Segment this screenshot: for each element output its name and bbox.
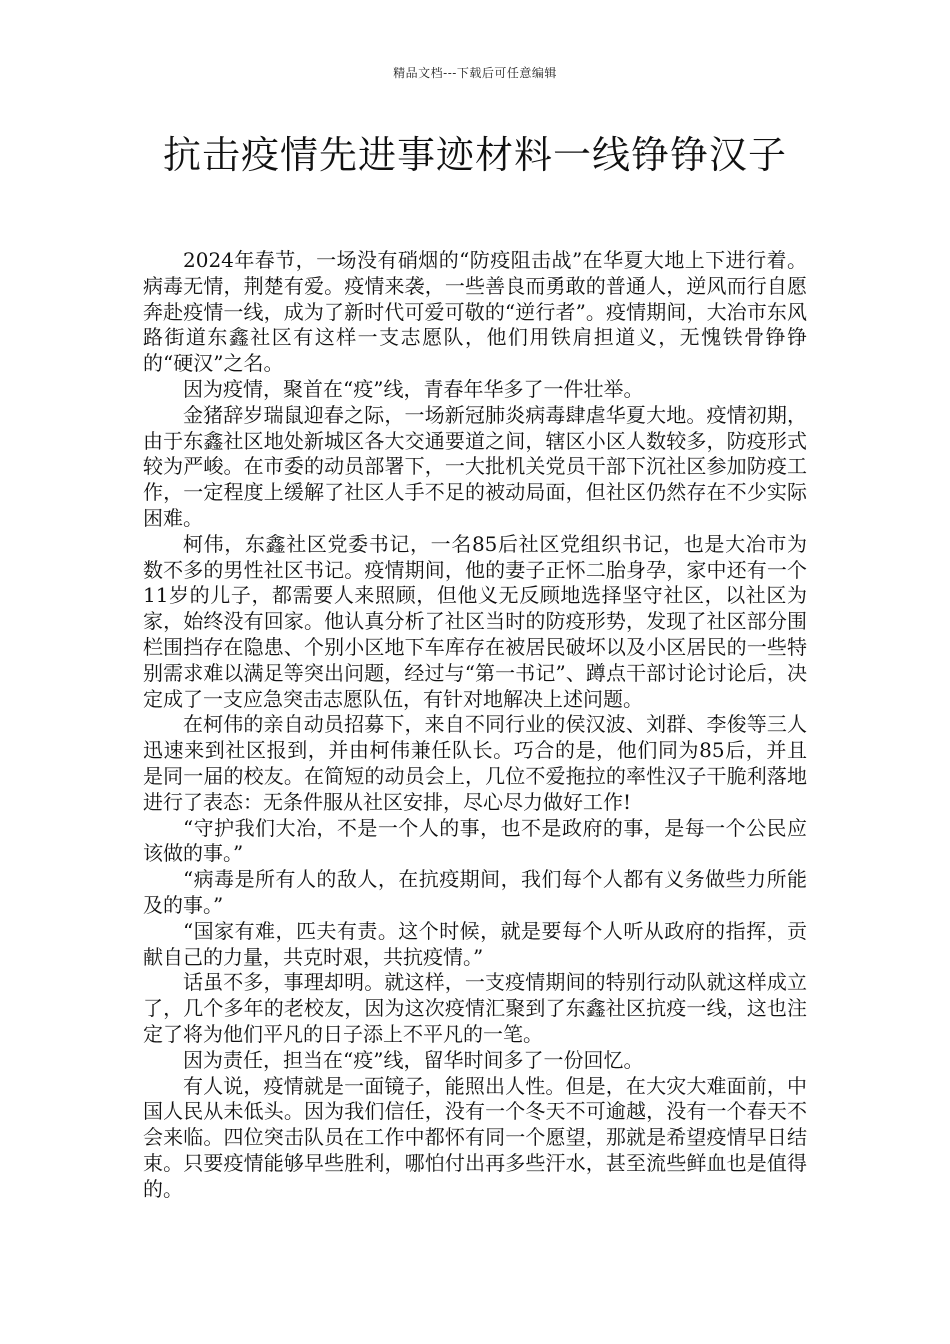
paragraph: 因为疫情，聚首在“疫”线，青春年华多了一件壮举。 bbox=[183, 376, 644, 401]
paragraph: 柯伟，东鑫社区党委书记，一名85后社区党组织书记，也是大冶市为数不多的男性社区书记。疫情期间，他的妻子正怀二胎身孕，家中还有一个11岁的儿子，都需要人来照顾，但他义无反顾地选择坚守社区，以社区为家，始终没有回家。他认真分析了社区当时的防疫形势，发现了社区部分围栏围挡存在隐患、个别小区地下车库存在被居民破坏以及小区居民的一些特别需求难以满足等突出问题，经过与“第一书记”、蹲点干部讨论讨论后，决定成了一支应急突击志愿队伍，有针对地解决上述问题。 bbox=[143, 531, 807, 711]
paragraph: 话虽不多，事理却明。就这样，一支疫情期间的特别行动队就这样成立了，几个多年的老校友，因为这次疫情汇聚到了东鑫社区抗疫一线，这也注定了将为他们平凡的日子添上不平凡的一笔。 bbox=[143, 970, 807, 1046]
paragraph: 在柯伟的亲自动员招募下，来自不同行业的侯汉波、刘群、李俊等三人迅速来到社区报到，并由柯伟兼任队长。巧合的是，他们同为85后，并且是同一届的校友。在简短的动员会上，几位不爱拖拉的率性汉子干脆利落地进行了表态：无条件服从社区安排，尽心尽力做好工作! bbox=[143, 712, 807, 814]
paragraph: “守护我们大冶，不是一个人的事，也不是政府的事，是每一个公民应该做的事。” bbox=[143, 815, 807, 866]
document-title: 抗击疫情先进事迹材料一线铮铮汉子 bbox=[162, 133, 787, 177]
paragraph: 金猪辞岁瑞鼠迎春之际，一场新冠肺炎病毒肆虐华夏大地。疫情初期，由于东鑫社区地处新城区各大交通要道之间，辖区小区人数较多，防疫形式较为严峻。在市委的动员部署下，一大批机关党员干部下沉社区参加防疫工作，一定程度上缓解了社区人手不足的被动局面，但社区仍然存在不少实际困难。 bbox=[143, 402, 807, 530]
header-note: 精品文档---下载后可任意编辑 bbox=[393, 66, 557, 80]
paragraph: 有人说，疫情就是一面镜子，能照出人性。但是，在大灾大难面前，中国人民从未低头。因为我们信任，没有一个冬天不可逾越，没有一个春天不会来临。四位突击队员在工作中都怀有同一个愿望，那就是希望疫情早日结束。只要疫情能够早些胜利，哪怕付出再多些汗水，甚至流些鲜血也是值得的。 bbox=[143, 1073, 807, 1201]
paragraph: 因为责任，担当在“疫”线，留华时间多了一份回忆。 bbox=[183, 1047, 644, 1072]
document-body bbox=[143, 248, 807, 1202]
paragraph: “国家有难，匹夫有责。这个时候，就是要每个人听从政府的指挥，贡献自己的力量，共克时艰，共抗疫情。” bbox=[143, 918, 807, 969]
paragraph: “病毒是所有人的敌人，在抗疫期间，我们每个人都有义务做些力所能及的事。” bbox=[143, 867, 807, 917]
paragraph: 2024年春节，一场没有硝烟的“防疫阻击战”在华夏大地上下进行着。病毒无情，荆楚有爱。疫情来袭，一些善良而勇敢的普通人，逆风而行自愿奔赴疫情一线，成为了新时代可爱可敬的“逆行者”。疫情期间，大冶市东风路街道东鑫社区有这样一支志愿队，他们用铁肩担道义，无愧铁骨铮铮的“硬汉”之名。 bbox=[143, 248, 807, 376]
